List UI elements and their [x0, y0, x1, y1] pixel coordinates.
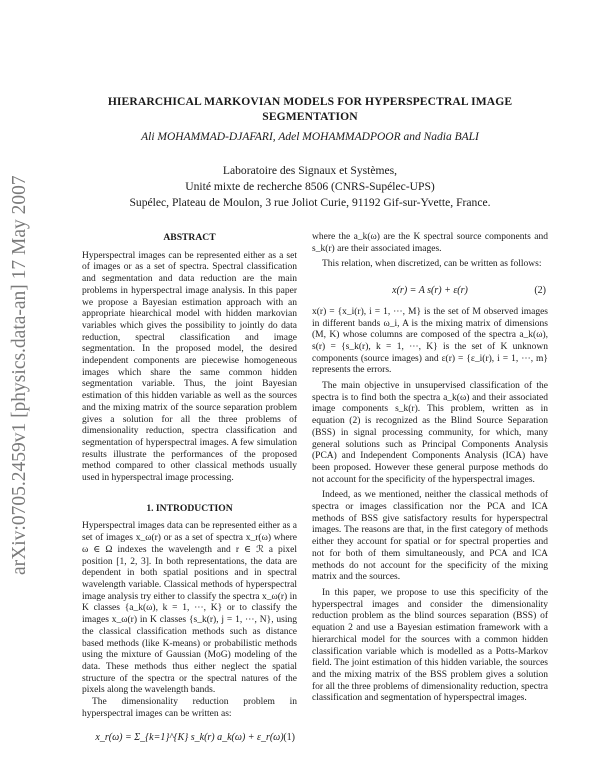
right-paragraph-3: The main objective in unsupervised classification of the spectra is to find both the spectra a_k(ω) and their associated image components s_k(r). This problem, written as in equation (2) is recognized as the Blind Source Separation (BSS) in signal processing community, for which, many general solutions such as Principal Components Analysis (PCA) and Independent Components Analysis (ICA) have been proposed. However these general purpose methods do not account for the specificity of the hyperspectral images.: [312, 381, 548, 485]
right-paragraph-5: In this paper, we propose to use this specificity of the hyperspectral images and consider the dimensionality reduction problem as the blind sources separation (BSS) of equation 2 and use a Bayesian estimation framework with a hierarchical model for the sources with a common hidden classification variable which is modelled as a Potts-Markov field. The joint estimation of this hidden variable, the sources and the mixing matrix of the BSS problem gives a solution for all the three problems of dimensionality reduction, spectra classification and segmentation of hyperspectral images.: [312, 587, 548, 704]
right-paragraph-2: x(r) = {x_i(r), i = 1, ⋯, M} is the set of M observed images in different bands ω_i, A is the mixing matrix of dimensions (M, K) whose columns are composed of the spectra a_k(ω), s(r) = {s_k(r), k = 1, ⋯, K} is the set of K unknown components (source images) and ε(r) = {ε_i(r), i = 1, ⋯, m} represents the errors.: [312, 306, 548, 376]
left-column: [82, 232, 297, 744]
abstract-heading: ABSTRACT: [163, 232, 216, 243]
intro-paragraph-1: Hyperspectral images data can be represented either as a set of images x_ω(r) or as a set of spectra x_r(ω) where ω ∈ Ω indexes the wavelength and r ∈ ℛ a pixel position [1, 2, 3]. In both representations, the data are dependent in both spatial positions and in spectral wavelength variable. Classical methods of hyperspectral image analysis try either to classify the spectra x_ω(r) in K classes {a_k(ω), k = 1, ⋯, K} or to classify the images x_ω(r) in K classes {s_k(r), j = 1, ⋯, N}, using the classical classification methods such as distance based methods (like K-means) or probabilistic methods using the mixture of Gaussian (MoG) modeling of the data. These methods thus either neglect the spatial structure of the spectra or the spectral natures of the pixels along the wavelength bands.: [82, 521, 297, 696]
title-line-1: HIERARCHICAL MARKOVIAN MODELS FOR HYPERSPECTRAL IMAGE: [107, 95, 513, 108]
affiliation: [60, 163, 560, 211]
equation-1-number: (1): [283, 732, 295, 744]
equation-1-body: x_r(ω) = Σ_{k=1}^{K} s_k(r) a_k(ω) + ε_r(ω): [95, 732, 284, 744]
equation-1: [82, 732, 297, 744]
title-line-2: SEGMENTATION: [262, 110, 358, 123]
equation-2: [312, 285, 548, 297]
affiliation-line-2: Unité mixte de recherche 8506 (CNRS-Supélec-UPS): [185, 180, 435, 193]
arxiv-sidebar-stamp: arXiv:0705.2459v1 [physics.data-an] 17 May 2007: [9, 175, 30, 575]
paper-title: [80, 94, 540, 124]
intro-paragraph-2: The dimensionality reduction problem in hyperspectral images can be written as:: [82, 697, 297, 719]
right-column: [312, 232, 548, 705]
right-paragraph-0: where the a_k(ω) are the K spectral source components and s_k(r) are their associated images.: [312, 232, 548, 254]
equation-2-number: (2): [534, 285, 546, 297]
introduction-heading: 1. INTRODUCTION: [146, 502, 233, 514]
equation-2-body: x(r) = A s(r) + ε(r): [392, 285, 468, 297]
right-paragraph-4: Indeed, as we mentioned, neither the classical methods of spectra or images classification nor the PCA and ICA methods of BSS give satisfactory results for hyperspectral images. The reasons are that, in the first category of methods either they account for spatial or for spectral properties and not for both of them simultaneously, and PCA and ICA methods do not account for the specificity of the mixing matrix and the sources.: [312, 490, 548, 583]
right-paragraph-1: This relation, when discretized, can be written as follows:: [322, 259, 542, 270]
abstract-text: Hyperspectral images can be represented either as a set of images or as a set of spectra. Spectral classification and segmentation and data reduction are the main problems in hyperspectral image analysis. In this paper we propose a Bayesian estimation approach with an appropriate hiearchical model with hidden markovian variables which gives the possibility to jointly do data reduction, spectral classification and image segmentation. In the proposed model, the desired independent components are piecewise homogeneous images which share the same common hidden segmentation variable. Thus, the joint Bayesian estimation of this hidden variable as well as the sources and the mixing matrix of the source separation problem gives a solution for all the three problems of dimensionality reduction, spectra classification and segmentation of hyperspectral images. A few simulation results illustrate the performances of the proposed method compared to other classical methods usually used in hyperspectral image processing.: [82, 250, 297, 484]
affiliation-line-1: Laboratoire des Signaux et Systèmes,: [222, 164, 398, 177]
affiliation-line-3: Supélec, Plateau de Moulon, 3 rue Joliot Curie, 91192 Gif-sur-Yvette, France.: [129, 196, 491, 209]
author-list: Ali MOHAMMAD-DJAFARI, Adel MOHAMMADPOOR and Nadia BALI: [141, 131, 479, 143]
